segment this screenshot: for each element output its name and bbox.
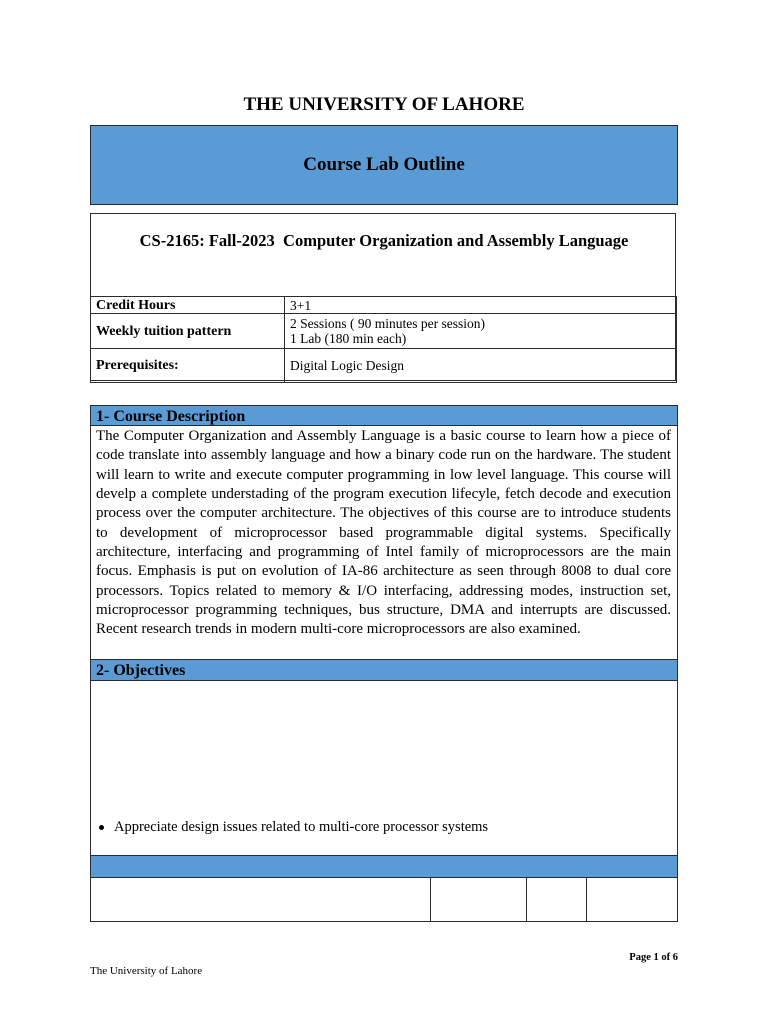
page-total: 6	[672, 952, 678, 963]
table-cell	[431, 877, 527, 921]
bullet-icon	[99, 825, 104, 830]
credit-hours-value: 3+1	[285, 297, 677, 314]
credit-hours-label: Credit Hours	[91, 297, 285, 314]
section-header-bar	[91, 855, 677, 878]
tuition-pattern-label: Weekly tuition pattern	[91, 314, 285, 349]
table-row	[91, 314, 677, 349]
page-of: of	[658, 952, 673, 963]
footer-university: The University of Lahore	[90, 965, 203, 977]
table-row	[91, 297, 677, 314]
tuition-line-2: 1 Lab (180 min each)	[290, 331, 407, 346]
outline-title: Course Lab Outline	[303, 154, 465, 175]
description-body: The Computer Organization and Assembly Language is a basic course to learn how a piece of code translate into assembly language and how a binary code run on the hardware. The student will learn to write and execute computer programming in low level language. This course will develp a complete understading of the program execution lifecyle, fetch decode and execution process over the computer architecture. The objectives of this course are to introduce students to development of microprocessor based programmable digital systems. Specifically architecture, interfacing and programming of Intel family of microprocessors are the main focus. Emphasis is put on evolution of IA-86 architecture as seen through 8008 to dual core processors. Topics related to memory & I/O interfacing, addressing modes, instruction set, microprocessor programming techniques, bus structure, DMA and interrupts are discussed. Recent research trends in modern multi-core microprocessors are also examined.	[96, 428, 671, 638]
table-cell	[91, 877, 431, 921]
objective-text: Appreciate design issues related to multi-core processor systems	[114, 819, 489, 835]
prerequisites-value: Digital Logic Design	[285, 349, 677, 383]
course-sections-box	[90, 405, 678, 922]
table-row	[91, 349, 677, 383]
description-heading: 1- Course Description	[91, 406, 677, 426]
outline-banner	[90, 125, 678, 205]
tuition-line-1: 2 Sessions ( 90 minutes per session)	[290, 316, 485, 331]
page-prefix: Page	[629, 952, 654, 963]
course-title: CS-2165: Fall-2023 Computer Organization and Assembly Language	[139, 231, 629, 250]
table-cell	[527, 877, 587, 921]
objectives-heading: 2- Objectives	[91, 659, 677, 681]
page-number	[629, 952, 678, 963]
tuition-pattern-value	[285, 314, 677, 349]
prerequisites-label: Prerequisites:	[91, 349, 285, 383]
course-info-table	[90, 296, 677, 383]
course-info-box	[90, 213, 676, 381]
university-title: THE UNIVERSITY OF LAHORE	[243, 94, 525, 115]
objective-item	[99, 819, 488, 836]
page-current: 1	[653, 952, 659, 963]
